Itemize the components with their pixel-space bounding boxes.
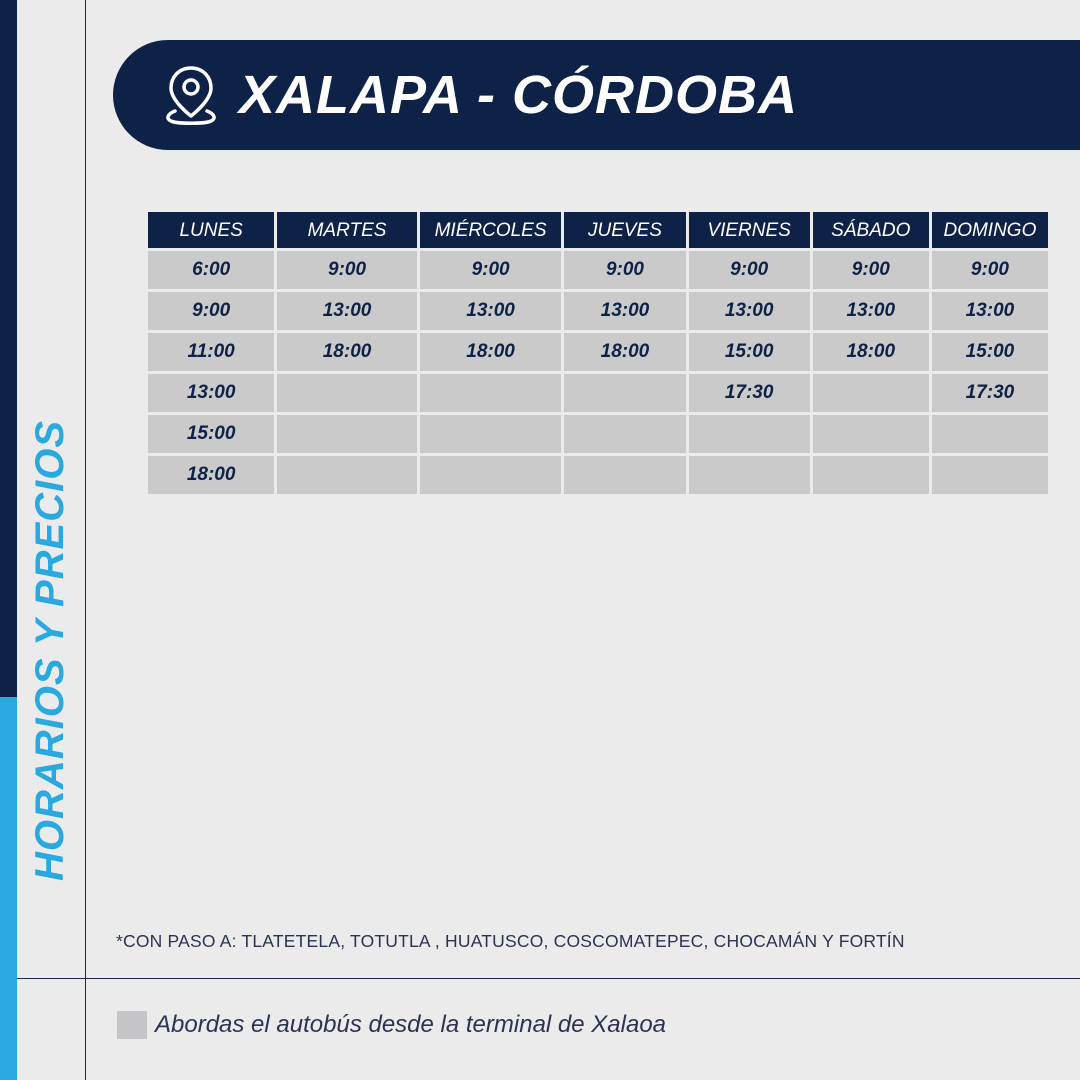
time-cell: 9:00 (932, 251, 1048, 289)
day-header-saturday: SÁBADO (813, 212, 929, 248)
schedule-row (148, 456, 1048, 494)
side-accent-bar-dark (0, 0, 17, 697)
time-cell: 13:00 (564, 292, 685, 330)
time-cell (564, 456, 685, 494)
time-cell: 15:00 (932, 333, 1048, 371)
schedule-row (148, 415, 1048, 453)
time-cell: 11:00 (148, 333, 274, 371)
day-header-thursday: JUEVES (564, 212, 685, 248)
vertical-divider (85, 0, 86, 1080)
time-cell (564, 415, 685, 453)
time-cell: 17:30 (689, 374, 810, 412)
time-cell (689, 415, 810, 453)
route-banner (113, 40, 1080, 150)
time-cell: 13:00 (420, 292, 562, 330)
time-cell: 18:00 (277, 333, 417, 371)
time-cell (420, 374, 562, 412)
day-header-tuesday: MARTES (277, 212, 417, 248)
time-cell: 18:00 (564, 333, 685, 371)
time-cell (813, 456, 929, 494)
schedule-row (148, 251, 1048, 289)
time-cell: 13:00 (813, 292, 929, 330)
route-title: XALAPA - CÓRDOBA (239, 65, 798, 125)
schedule-header-row (148, 212, 1048, 248)
time-cell: 13:00 (932, 292, 1048, 330)
route-stops-note: *CON PASO A: TLATETELA, TOTUTLA , HUATUSCO, COSCOMATEPEC, CHOCAMÁN Y FORTÍN (116, 931, 905, 951)
time-cell (932, 456, 1048, 494)
time-cell (420, 456, 562, 494)
horizontal-divider (17, 978, 1080, 979)
time-cell: 15:00 (148, 415, 274, 453)
legend-swatch (117, 1011, 147, 1039)
side-title-container (20, 400, 82, 900)
time-cell: 9:00 (813, 251, 929, 289)
time-cell: 9:00 (277, 251, 417, 289)
day-header-friday: VIERNES (689, 212, 810, 248)
time-cell (813, 415, 929, 453)
time-cell (277, 374, 417, 412)
time-cell: 17:30 (932, 374, 1048, 412)
time-cell (932, 415, 1048, 453)
side-accent-bar-light (0, 697, 17, 1080)
time-cell: 9:00 (564, 251, 685, 289)
day-header-monday: LUNES (148, 212, 274, 248)
time-cell: 13:00 (148, 374, 274, 412)
legend (117, 1011, 666, 1039)
time-cell: 18:00 (813, 333, 929, 371)
schedule-row (148, 333, 1048, 371)
time-cell: 15:00 (689, 333, 810, 371)
location-pin-icon (161, 64, 221, 126)
time-cell: 9:00 (689, 251, 810, 289)
time-cell: 6:00 (148, 251, 274, 289)
time-cell: 18:00 (148, 456, 274, 494)
schedule-table (145, 209, 1051, 497)
time-cell (813, 374, 929, 412)
time-cell (564, 374, 685, 412)
side-title: HORARIOS Y PRECIOS (28, 419, 73, 881)
time-cell: 9:00 (148, 292, 274, 330)
time-cell: 13:00 (277, 292, 417, 330)
schedule-row (148, 292, 1048, 330)
time-cell: 18:00 (420, 333, 562, 371)
day-header-sunday: DOMINGO (932, 212, 1048, 248)
time-cell: 9:00 (420, 251, 562, 289)
time-cell (689, 456, 810, 494)
time-cell (277, 415, 417, 453)
time-cell: 13:00 (689, 292, 810, 330)
legend-text: Abordas el autobús desde la terminal de Xalaoa (155, 1011, 667, 1038)
schedule-row (148, 374, 1048, 412)
time-cell (277, 456, 417, 494)
day-header-wednesday: MIÉRCOLES (420, 212, 562, 248)
time-cell (420, 415, 562, 453)
